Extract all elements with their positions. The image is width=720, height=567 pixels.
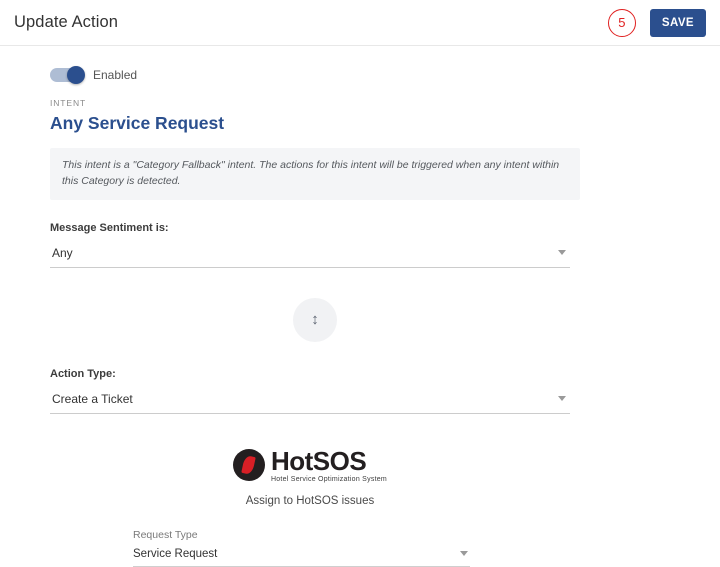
save-button[interactable]: SAVE	[650, 9, 706, 37]
chevron-down-icon	[558, 250, 566, 255]
form-content	[0, 46, 720, 567]
sentiment-label: Message Sentiment is:	[50, 221, 169, 234]
swap-button[interactable]	[293, 298, 337, 342]
action-type-label: Action Type:	[50, 367, 116, 380]
page-title: Update Action	[14, 13, 119, 31]
page-header	[0, 0, 720, 46]
sentiment-select-value: Any	[52, 245, 73, 260]
hotsos-flame-icon	[233, 449, 265, 481]
swap-row	[0, 298, 720, 342]
intent-description-box: This intent is a "Category Fallback" intent. The actions for this intent will be triggered when any intent within this Category is detected.	[50, 148, 580, 200]
hotsos-brand-tagline: Hotel Service Optimization System	[270, 475, 387, 483]
flame-shape	[242, 455, 257, 475]
enabled-toggle-row	[0, 68, 720, 82]
intent-name: Any Service Request	[50, 113, 225, 133]
action-type-select-value: Create a Ticket	[52, 391, 133, 406]
hotsos-wordmark	[270, 445, 387, 483]
sentiment-select[interactable]	[50, 242, 570, 268]
enabled-toggle-label: Enabled	[93, 68, 138, 82]
request-type-select[interactable]	[133, 548, 470, 567]
request-type-value: Service Request	[133, 547, 218, 560]
enabled-toggle[interactable]	[50, 68, 84, 82]
request-type-block	[0, 529, 720, 567]
intent-section-label: INTENT	[50, 98, 87, 108]
action-type-select[interactable]	[50, 388, 570, 414]
chevron-down-icon	[558, 396, 566, 401]
hotsos-brand-name: HotSOS	[270, 445, 367, 476]
hotsos-logo	[233, 445, 387, 483]
request-type-label: Request Type	[133, 528, 198, 541]
step-marker-badge: 5	[608, 9, 636, 37]
header-actions	[608, 9, 706, 37]
swap-vertical-icon: ↕	[311, 311, 319, 328]
toggle-knob	[67, 66, 85, 84]
assign-text: Assign to HotSOS issues	[245, 494, 375, 507]
hotsos-integration-block	[0, 445, 720, 507]
chevron-down-icon	[460, 551, 468, 556]
